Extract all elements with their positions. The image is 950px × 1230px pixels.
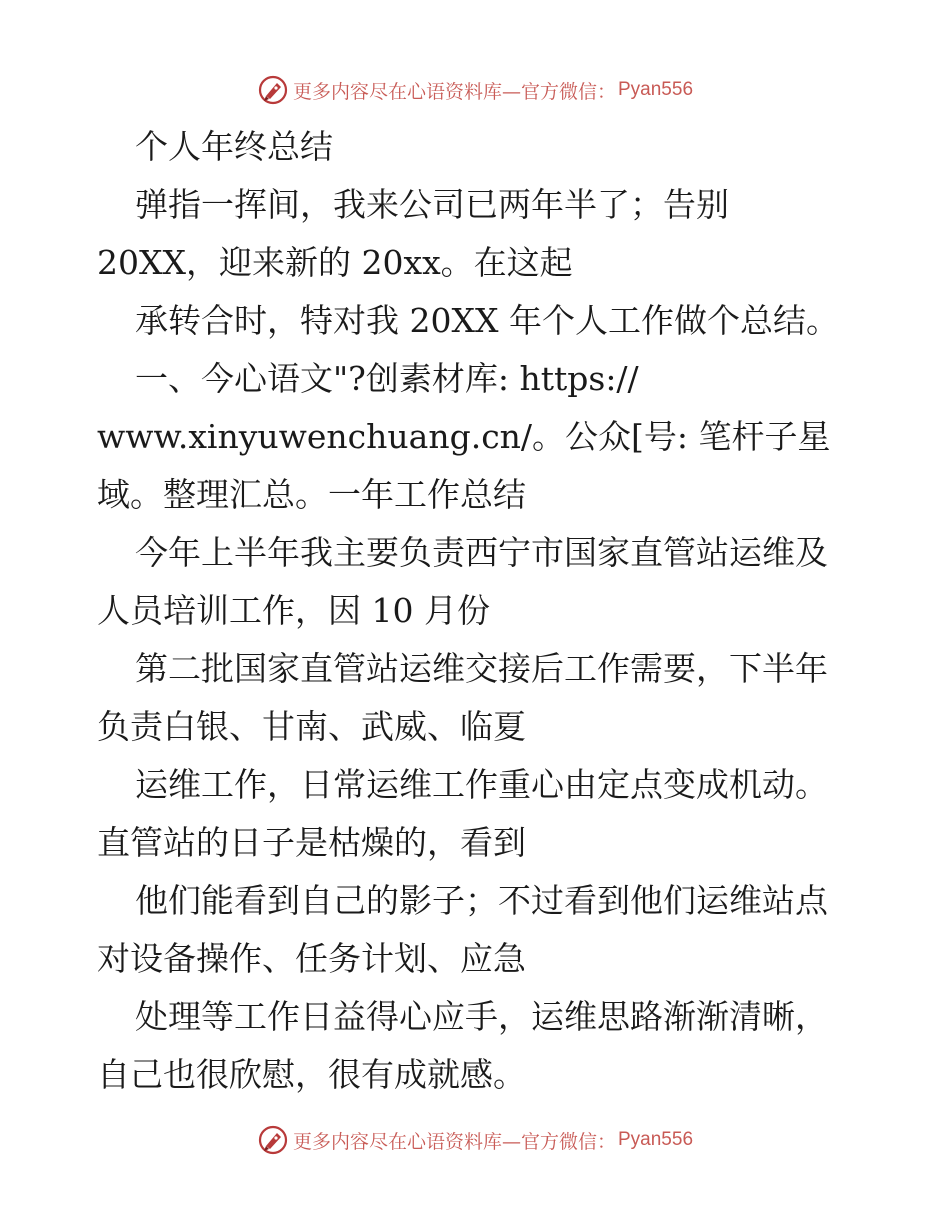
- paragraph-line: 负责白银、甘南、武威、临夏: [97, 707, 526, 746]
- paragraph-line: 运维工作，日常运维工作重心由定点变成机动。: [135, 765, 828, 804]
- paragraph-line: 直管站的日子是枯燥的，看到: [97, 823, 526, 862]
- footer-watermark-banner: [0, 1120, 950, 1160]
- paragraph-line: 他们能看到自己的影子；不过看到他们运维站点: [135, 881, 828, 920]
- watermark-wechat-id: Pyan556: [618, 79, 694, 100]
- paragraph-line: 承转合时，特对我 20XX 年个人工作做个总结。: [135, 301, 839, 340]
- watermark-wechat-id: Pyan556: [618, 1129, 694, 1150]
- paragraph-line: 处理等工作日益得心应手，运维思路渐渐清晰，: [135, 997, 828, 1036]
- paragraph-line: 域。整理汇总。一年工作总结: [97, 475, 526, 514]
- paragraph-line: 人员培训工作，因 10 月份: [97, 591, 490, 630]
- paragraph-line: 对设备操作、任务计划、应急: [97, 939, 526, 978]
- paragraph-line: 一、今心语文"?创素材库: https://: [135, 359, 639, 398]
- document-title: 个人年终总结: [135, 127, 333, 166]
- paragraph-line: 20XX，迎来新的 20xx。在这起: [97, 243, 573, 282]
- paragraph-line: 今年上半年我主要负责西宁市国家直管站运维及: [135, 533, 828, 572]
- paragraph-line: 自己也很欣慰，很有成就感。: [97, 1055, 526, 1094]
- watermark-text: 更多内容尽在心语资料库—官方微信：: [292, 1130, 616, 1153]
- watermark-text: 更多内容尽在心语资料库—官方微信：: [292, 80, 616, 103]
- paragraph-line: 第二批国家直管站运维交接后工作需要，下半年: [135, 649, 828, 688]
- paragraph-line: www.xinyuwenchuang.cn/。公众[号: 笔杆子星: [97, 417, 831, 456]
- pen-nib-logo-icon: [257, 1124, 289, 1156]
- paragraph-line: 弹指一挥间，我来公司已两年半了；告别: [135, 185, 729, 224]
- pen-nib-logo-icon: [257, 74, 289, 106]
- header-watermark-banner: [0, 70, 950, 110]
